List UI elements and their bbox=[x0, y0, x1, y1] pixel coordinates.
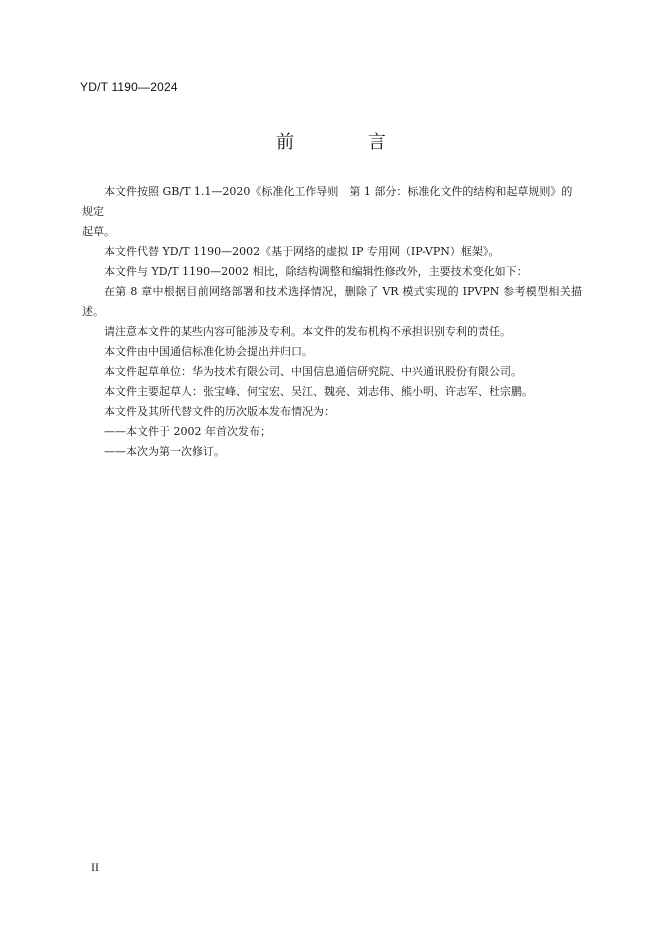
paragraph-drafting-rules: 本文件按照 GB/T 1.1—2020《标准化工作导则 第 1 部分：标准化文件的结构和起草规则》的规定 bbox=[82, 185, 573, 218]
paragraph-changes-intro: 本文件与 YD/T 1190—2002 相比，除结构调整和编辑性修改外，主要技术变化如下： bbox=[104, 265, 528, 278]
paragraph-drafters: 本文件主要起草人：张宝峰、何宝宏、吴江、魏亮、刘志伟、熊小明、许志军、杜宗鹏。 bbox=[104, 385, 533, 398]
paragraph-patent-notice: 请注意本文件的某些内容可能涉及专利。本文件的发布机构不承担识别专利的责任。 bbox=[104, 325, 511, 338]
paragraph-drafting-rules-continued: 起草。 bbox=[82, 225, 115, 238]
page-title: 前 言 bbox=[276, 132, 420, 153]
paragraph-proposer: 本文件由中国通信标准化协会提出并归口。 bbox=[104, 345, 313, 358]
paragraph-change-item: 在第 8 章中根据目前网络部署和技术选择情况，删除了 VR 模式实现的 IPVPN 参考模型相关描述。 bbox=[82, 285, 582, 318]
standard-code-header: YD/T 1190—2024 bbox=[80, 80, 178, 94]
history-item: ——本次为第一次修订。 bbox=[104, 445, 225, 458]
paragraph-replaces: 本文件代替 YD/T 1190—2002《基于网络的虚拟 IP 专用网（IP-VPN）框架》。 bbox=[104, 245, 500, 258]
foreword-body bbox=[82, 182, 582, 462]
history-item: ——本文件于 2002 年首次发布； bbox=[104, 425, 271, 438]
paragraph-history-intro: 本文件及其所代替文件的历次版本发布情况为： bbox=[104, 405, 335, 418]
page-number: II bbox=[91, 860, 99, 874]
paragraph-drafting-units: 本文件起草单位：华为技术有限公司、中国信息通信研究院、中兴通讯股份有限公司。 bbox=[104, 365, 522, 378]
